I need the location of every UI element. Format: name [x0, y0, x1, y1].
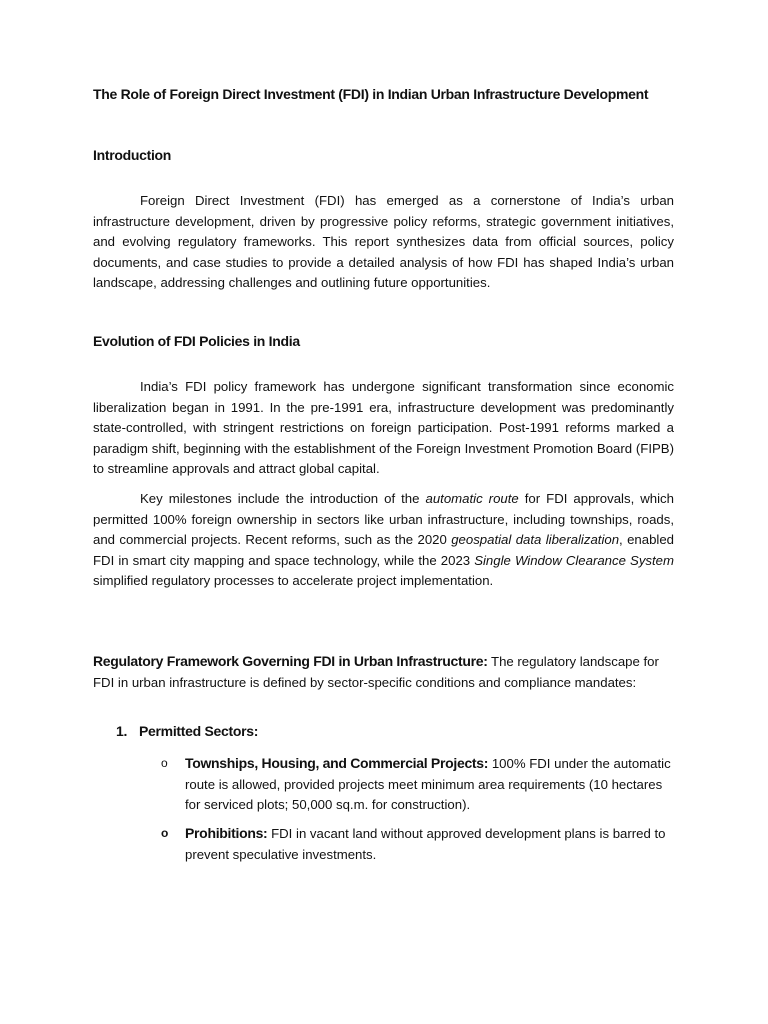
regulatory-text: The regulatory landscape for FDI in urban infrastructure is defined by sector-specific conditions and compliance mandates: [93, 654, 659, 690]
evolution-paragraph-1: India’s FDI policy framework has undergone significant transformation since economic liberalization began in 1991. In the pre-1991 era, infrastructure development was predominantly state-controlled, with stringent restrictions on foreign participation. Post-1991 reforms marked a paradigm shift, beginning with the establishment of the Foreign Investment Promotion Board (FIPB) to streamline approvals and attract global capital. [93, 379, 674, 477]
evolution-p2-text-2: for FDI approvals, which permitted 100% foreign ownership in sectors like urban infrastructure, including townships, roads, and commercial projects. Recent reforms, such as the 2020 [93, 491, 674, 548]
evolution-heading: Evolution of FDI Policies in India [93, 333, 300, 349]
bullet-item-townships [161, 753, 675, 816]
regulatory-lead: Regulatory Framework Governing FDI in Urban Infrastructure: [93, 653, 488, 669]
bullet-lead: Prohibitions: [185, 825, 268, 841]
numbered-list-item [116, 723, 258, 739]
bullet-text: 100% FDI under the automatic route is allowed, provided projects meet minimum area requirements (10 hectares for serviced plots; 50,000 sq.m. for construction). [185, 756, 671, 813]
evolution-p2-italic-2: geospatial data liberalization [451, 532, 620, 548]
bullet-item-prohibitions [161, 823, 675, 865]
list-item-label: Permitted Sectors: [139, 723, 259, 739]
evolution-p2-italic-3: Single Window Clearance System [474, 552, 674, 568]
evolution-p2-italic-1: automatic route [425, 491, 519, 506]
bullet-marker: o [161, 756, 168, 770]
document-title: The Role of Foreign Direct Investment (FDI) in Indian Urban Infrastructure Development [93, 86, 649, 102]
bullet-lead: Townships, Housing, and Commercial Projects: [185, 755, 489, 771]
introduction-heading: Introduction [93, 147, 172, 163]
list-number: 1. [116, 723, 128, 739]
bullet-marker: o [161, 826, 169, 840]
regulatory-paragraph [93, 651, 683, 693]
evolution-p2-text-1: Key milestones include the introduction of the [140, 491, 426, 506]
evolution-paragraph-2 [93, 489, 674, 592]
evolution-p2-text-3: , enabled FDI in smart city mapping and space technology, while the 2023 [93, 532, 675, 568]
bullet-text: FDI in vacant land without approved development plans is barred to prevent speculative investments. [185, 826, 666, 862]
introduction-paragraph: Foreign Direct Investment (FDI) has emerged as a cornerstone of India’s urban infrastructure development, driven by progressive policy reforms, strategic government initiatives, and evolving regulatory frameworks. This report synthesizes data from official sources, policy documents, and case studies to provide a detailed analysis of how FDI has shaped India’s urban landscape, addressing challenges and outlining future opportunities. [93, 193, 674, 291]
evolution-p2-text-4: simplified regulatory processes to accelerate project implementation. [93, 573, 494, 589]
